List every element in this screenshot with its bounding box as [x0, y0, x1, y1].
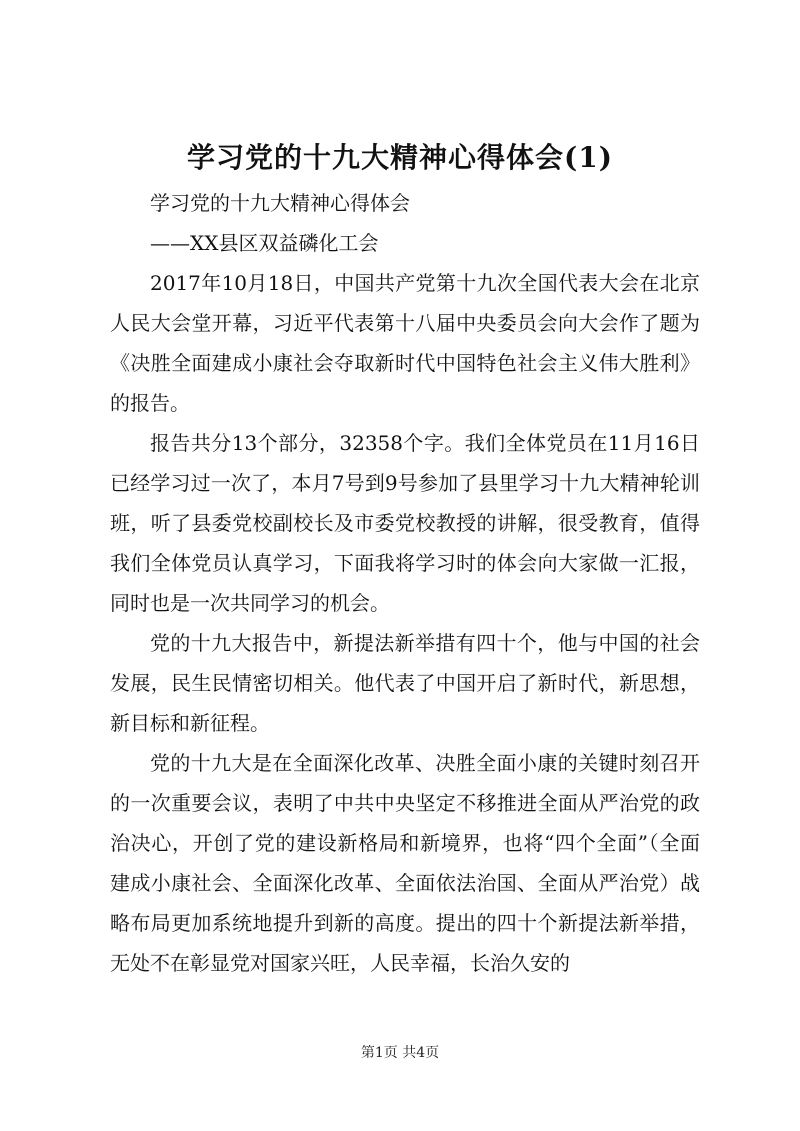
document-body	[110, 183, 700, 983]
paragraph-author: ——XX县区双益磷化工会	[150, 231, 379, 255]
paragraph-subtitle: 学习党的十九大精神心得体会	[150, 191, 410, 215]
document-title: 学习党的十九大精神心得体会(1)	[187, 141, 613, 174]
page-footer: 第1页 共4页	[360, 1045, 440, 1061]
paragraph: 报告共分13个部分，32358个字。我们全体党员在11月16日已经学习过一次了，本月7号到9号参加了县里学习十九大精神轮训班，听了县委党校副校长及市委党校教授的讲解，很受教育，值得我们全体党员认真学习，下面我将学习时的体会向大家做一汇报，同时也是一次共同学习的机会。	[110, 431, 700, 615]
paragraph: 党的十九大是在全面深化改革、决胜全面小康的关键时刻召开的一次重要会议，表明了中共中央坚定不移推进全面从严治党的政治决心，开创了党的建设新格局和新境界，也将“四个全面”（全面建成小康社会、全面深化改革、全面依法治国、全面从严治党）战略布局更加系统地提升到新的高度。提出的四十个新提法新举措，无处不在彰显党对国家兴旺，人民幸福，长治久安的	[110, 751, 700, 975]
paragraph: 2017年10月18日，中国共产党第十九次全国代表大会在北京人民大会堂开幕，习近平代表第十八届中央委员会向大会作了题为《决胜全面建成小康社会夺取新时代中国特色社会主义伟大胜利》的报告。	[110, 271, 700, 415]
paragraph: 党的十九大报告中，新提法新举措有四十个，他与中国的社会发展，民生民情密切相关。他代表了中国开启了新时代，新思想，新目标和新征程。	[110, 631, 700, 735]
